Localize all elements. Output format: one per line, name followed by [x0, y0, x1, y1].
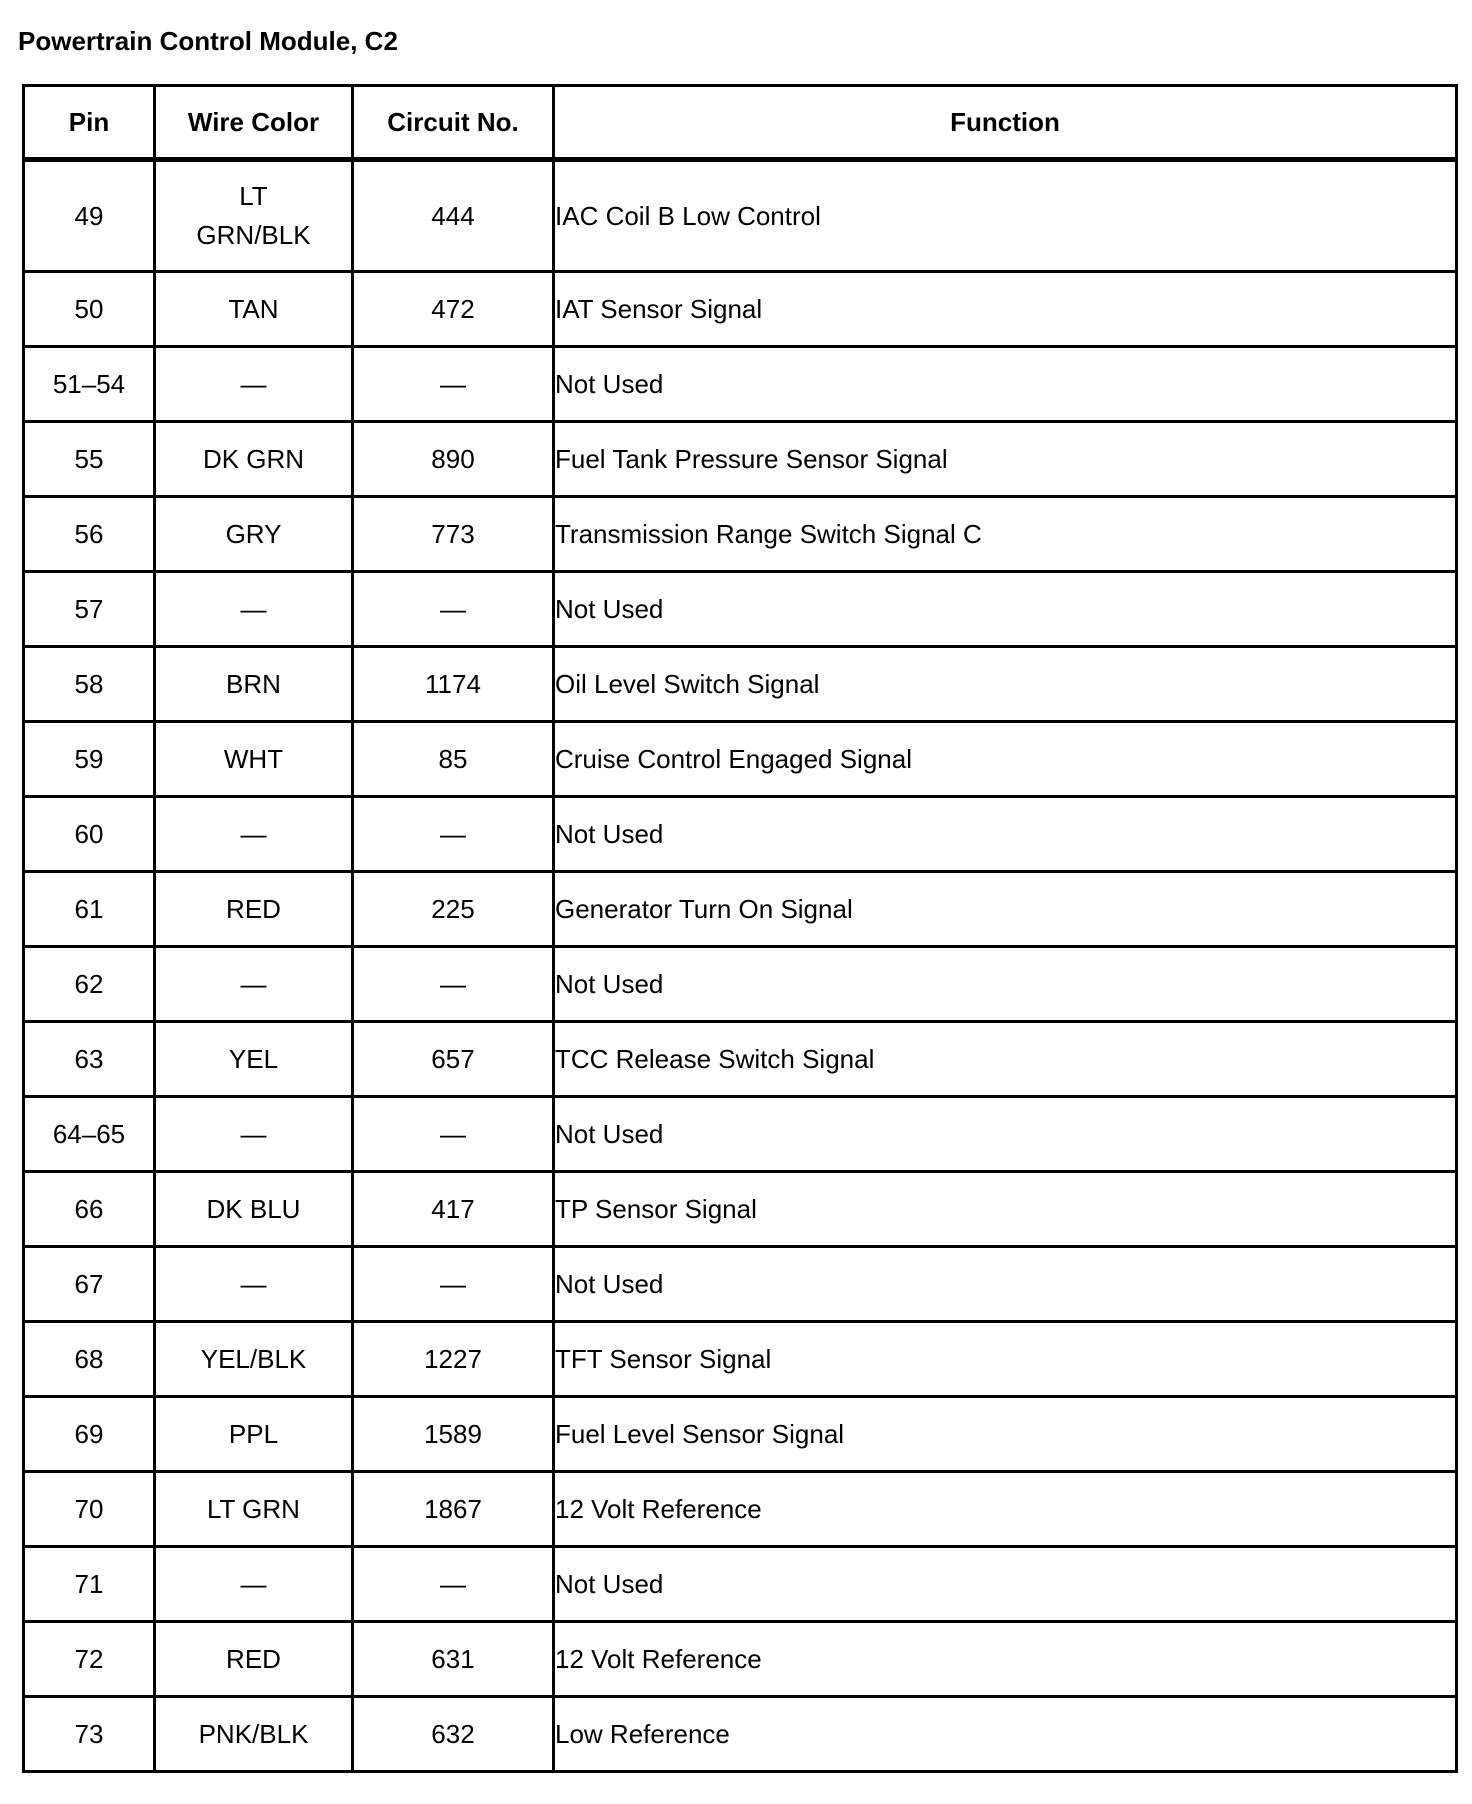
function-cell: Not Used	[554, 1547, 1457, 1622]
table-row	[24, 1247, 1457, 1322]
circuit-cell: 85	[353, 722, 554, 797]
table-row	[24, 160, 1457, 272]
wire-color-cell: —	[155, 572, 353, 647]
circuit-cell: 472	[353, 272, 554, 347]
function-cell: Not Used	[554, 347, 1457, 422]
table-row	[24, 497, 1457, 572]
wire-color-cell: LT GRN/BLK	[155, 160, 353, 272]
column-header-function: Function	[554, 86, 1457, 160]
wire-color-cell: DK BLU	[155, 1172, 353, 1247]
function-cell: Oil Level Switch Signal	[554, 647, 1457, 722]
wire-color-cell: —	[155, 1547, 353, 1622]
pin-cell: 69	[24, 1397, 155, 1472]
pin-cell: 73	[24, 1697, 155, 1772]
table-row	[24, 647, 1457, 722]
table-row	[24, 1022, 1457, 1097]
table-row	[24, 1172, 1457, 1247]
wire-color-cell: YEL	[155, 1022, 353, 1097]
function-cell: Fuel Level Sensor Signal	[554, 1397, 1457, 1472]
pin-cell: 58	[24, 647, 155, 722]
table-row	[24, 1322, 1457, 1397]
wire-color-cell: PPL	[155, 1397, 353, 1472]
table-body	[24, 160, 1457, 1772]
page-title: Powertrain Control Module, C2	[18, 26, 398, 56]
table-row	[24, 797, 1457, 872]
function-cell: Low Reference	[554, 1697, 1457, 1772]
pin-cell: 51–54	[24, 347, 155, 422]
function-cell: Not Used	[554, 947, 1457, 1022]
pin-cell: 57	[24, 572, 155, 647]
function-cell: TFT Sensor Signal	[554, 1322, 1457, 1397]
wire-color-cell: LT GRN	[155, 1472, 353, 1547]
wire-color-cell: PNK/BLK	[155, 1697, 353, 1772]
function-cell: TCC Release Switch Signal	[554, 1022, 1457, 1097]
circuit-cell: 773	[353, 497, 554, 572]
pin-cell: 49	[24, 160, 155, 272]
function-cell: Not Used	[554, 1247, 1457, 1322]
table-row	[24, 347, 1457, 422]
wire-color-cell: BRN	[155, 647, 353, 722]
column-header-wire-color: Wire Color	[155, 86, 353, 160]
circuit-cell: —	[353, 1547, 554, 1622]
wire-color-cell: GRY	[155, 497, 353, 572]
circuit-cell: 890	[353, 422, 554, 497]
pin-cell: 60	[24, 797, 155, 872]
circuit-cell: 1174	[353, 647, 554, 722]
function-cell: Cruise Control Engaged Signal	[554, 722, 1457, 797]
pin-cell: 50	[24, 272, 155, 347]
table-header-row	[24, 86, 1457, 160]
circuit-cell: —	[353, 947, 554, 1022]
pin-cell: 62	[24, 947, 155, 1022]
function-cell: Fuel Tank Pressure Sensor Signal	[554, 422, 1457, 497]
circuit-cell: 1227	[353, 1322, 554, 1397]
wire-color-cell: DK GRN	[155, 422, 353, 497]
pin-cell: 59	[24, 722, 155, 797]
table-row	[24, 422, 1457, 497]
pin-cell: 56	[24, 497, 155, 572]
function-cell: IAT Sensor Signal	[554, 272, 1457, 347]
circuit-cell: 417	[353, 1172, 554, 1247]
circuit-cell: 225	[353, 872, 554, 947]
wire-color-cell: —	[155, 947, 353, 1022]
table-row	[24, 272, 1457, 347]
table-row	[24, 872, 1457, 947]
pin-cell: 72	[24, 1622, 155, 1697]
function-cell: Not Used	[554, 1097, 1457, 1172]
circuit-cell: —	[353, 572, 554, 647]
table-row	[24, 947, 1457, 1022]
wire-color-cell: TAN	[155, 272, 353, 347]
pin-cell: 68	[24, 1322, 155, 1397]
table-row	[24, 1472, 1457, 1547]
table-row	[24, 1397, 1457, 1472]
pin-cell: 55	[24, 422, 155, 497]
circuit-cell: —	[353, 347, 554, 422]
circuit-cell: 1589	[353, 1397, 554, 1472]
function-cell: Generator Turn On Signal	[554, 872, 1457, 947]
table-row	[24, 572, 1457, 647]
wire-color-cell: RED	[155, 872, 353, 947]
pin-cell: 61	[24, 872, 155, 947]
function-cell: Transmission Range Switch Signal C	[554, 497, 1457, 572]
column-header-pin: Pin	[24, 86, 155, 160]
table-row	[24, 1697, 1457, 1772]
wire-color-cell: —	[155, 797, 353, 872]
wire-color-cell: RED	[155, 1622, 353, 1697]
pin-cell: 63	[24, 1022, 155, 1097]
wire-color-cell: —	[155, 1097, 353, 1172]
circuit-cell: 444	[353, 160, 554, 272]
circuit-cell: —	[353, 1097, 554, 1172]
circuit-cell: 1867	[353, 1472, 554, 1547]
pin-table	[22, 84, 1458, 1773]
circuit-cell: —	[353, 1247, 554, 1322]
table-row	[24, 1547, 1457, 1622]
function-cell: TP Sensor Signal	[554, 1172, 1457, 1247]
table-row	[24, 1622, 1457, 1697]
function-cell: Not Used	[554, 572, 1457, 647]
function-cell: 12 Volt Reference	[554, 1622, 1457, 1697]
table-row	[24, 1097, 1457, 1172]
function-cell: IAC Coil B Low Control	[554, 160, 1457, 272]
circuit-cell: 631	[353, 1622, 554, 1697]
pin-cell: 66	[24, 1172, 155, 1247]
table-row	[24, 722, 1457, 797]
pin-cell: 71	[24, 1547, 155, 1622]
function-cell: Not Used	[554, 797, 1457, 872]
pin-cell: 64–65	[24, 1097, 155, 1172]
pin-cell: 70	[24, 1472, 155, 1547]
wire-color-cell: —	[155, 347, 353, 422]
wire-color-cell: WHT	[155, 722, 353, 797]
circuit-cell: 632	[353, 1697, 554, 1772]
wire-color-cell: —	[155, 1247, 353, 1322]
circuit-cell: 657	[353, 1022, 554, 1097]
pin-cell: 67	[24, 1247, 155, 1322]
function-cell: 12 Volt Reference	[554, 1472, 1457, 1547]
column-header-circuit: Circuit No.	[353, 86, 554, 160]
wire-color-cell: YEL/BLK	[155, 1322, 353, 1397]
circuit-cell: —	[353, 797, 554, 872]
